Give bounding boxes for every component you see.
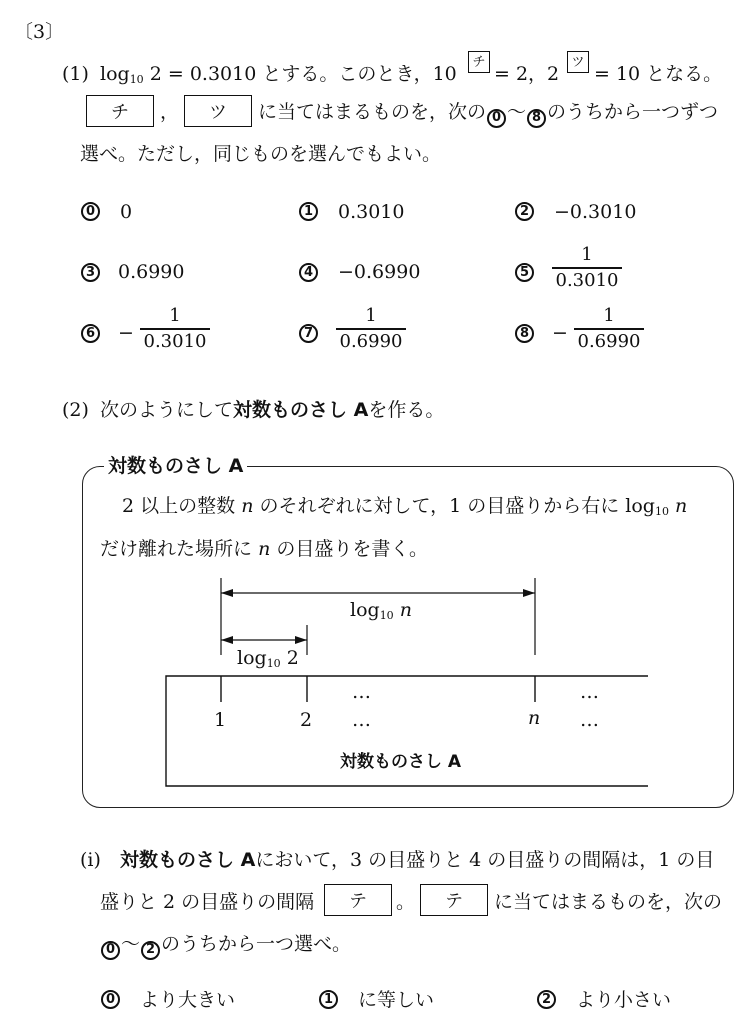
- qi-line-1-text: において，3 の目盛りと 4 の目盛りの間隔は，1 の目: [255, 849, 715, 871]
- log-text: log: [100, 63, 130, 85]
- circled-4-icon: 4: [299, 263, 318, 282]
- denominator: 0.3010: [555, 269, 619, 291]
- circled-8-icon: 8: [515, 324, 534, 343]
- ellipsis-bottom-mid: …: [352, 709, 371, 731]
- circled-3-icon: 3: [81, 263, 100, 282]
- line-1-end: = 10 となる。: [594, 63, 723, 85]
- circled-8-icon: 8: [527, 109, 546, 128]
- tick-label-n: n: [528, 707, 541, 729]
- line-1-mid: = 2，2: [494, 63, 560, 85]
- var-n: n: [675, 495, 688, 517]
- panel-line-2-a: だけ離れた場所に: [100, 538, 253, 560]
- circled-0-icon: 0: [101, 990, 120, 1009]
- panel-line-1-b: のそれぞれに対して，1 の目盛りから右に log: [259, 495, 655, 517]
- denominator: 0.3010: [143, 330, 207, 352]
- numerator: 1: [581, 244, 593, 265]
- numerator: 1: [365, 305, 377, 326]
- log-arg: 2: [286, 647, 299, 669]
- var-n: n: [241, 495, 254, 517]
- panel-title: 対数ものさし A: [104, 454, 247, 478]
- qi-choice-0-text: より大きい: [140, 989, 236, 1011]
- question-1-line-3: 選べ。ただし，同じものを選んでもよい。: [80, 143, 442, 165]
- circled-0-icon: 0: [81, 202, 100, 221]
- circled-2-icon: 2: [141, 941, 160, 960]
- numerator: 1: [603, 305, 615, 326]
- arrowhead-long-right: [523, 589, 535, 597]
- sub-question-i-line-2b: 。: [396, 891, 416, 913]
- answer-box-te-2[interactable]: テ: [420, 884, 488, 916]
- circled-1-icon: 1: [319, 990, 338, 1009]
- circled-0-icon: 0: [487, 109, 506, 128]
- line-1-text: 2 = 0.3010 とする。このとき，10: [149, 63, 457, 85]
- separator-comma: ，: [160, 101, 180, 123]
- dimension-label-short: [237, 646, 299, 676]
- log-base: 10: [266, 657, 281, 670]
- sub-question-i-number: (i): [80, 849, 101, 871]
- arrowhead-short-right: [295, 636, 307, 644]
- var-n: n: [258, 538, 271, 560]
- qi-bold-term: 対数ものさし A: [120, 849, 256, 871]
- minus-sign: −: [552, 322, 568, 344]
- circled-2-icon: 2: [515, 202, 534, 221]
- minus-sign: −: [118, 322, 134, 344]
- ellipsis-top-mid: …: [352, 681, 371, 703]
- answer-box-te[interactable]: テ: [324, 884, 392, 916]
- panel-line-1-a: 2 以上の整数: [122, 495, 236, 517]
- choice-4-text: −0.6990: [338, 261, 421, 283]
- sub-question-i-line-2c: に当てはまるものを，次の: [494, 891, 723, 913]
- small-box-chi: チ: [468, 51, 490, 73]
- choice-2-text: −0.3010: [554, 201, 637, 223]
- circled-5-icon: 5: [515, 263, 534, 282]
- log-base: 10: [654, 505, 669, 518]
- line-2-end: のうちから一つずつ: [547, 101, 719, 123]
- ruler-label: 対数ものさし A: [340, 752, 462, 772]
- choice-1-text: 0.3010: [338, 201, 405, 223]
- log-text: log: [237, 647, 267, 669]
- tick-label-2: 2: [300, 709, 313, 731]
- circled-6-icon: 6: [81, 324, 100, 343]
- q2-text-b: を作る。: [368, 399, 445, 421]
- answer-box-tsu[interactable]: ツ: [184, 95, 252, 127]
- question-1-number: (1): [62, 63, 89, 85]
- choice-3-text: 0.6990: [118, 261, 185, 283]
- tilde: 〜: [121, 933, 141, 955]
- circled-2-icon: 2: [537, 990, 556, 1009]
- section-number: 〔3〕: [14, 21, 65, 43]
- line-2-text: に当てはまるものを，次の: [258, 101, 487, 123]
- arrowhead-long-left: [221, 589, 233, 597]
- q2-text-a: 次のようにして: [100, 399, 234, 421]
- qi-line-3-text: のうちから一つ選べ。: [161, 933, 352, 955]
- ellipsis-top-right: …: [580, 681, 599, 703]
- sub-question-i-line-3: [100, 932, 351, 960]
- denominator: 0.6990: [339, 330, 403, 352]
- log-base: 10: [129, 73, 144, 86]
- numerator: 1: [169, 305, 181, 326]
- ellipsis-bottom-right: …: [580, 709, 599, 731]
- tick-label-1: 1: [214, 709, 227, 731]
- qi-choice-2-text: より小さい: [576, 989, 672, 1011]
- circled-1-icon: 1: [299, 202, 318, 221]
- small-box-tsu: ツ: [567, 51, 589, 73]
- var-n: n: [399, 599, 412, 621]
- question-2-number: (2): [62, 399, 89, 421]
- choice-0-text: 0: [120, 201, 133, 223]
- denominator: 0.6990: [577, 330, 641, 352]
- answer-box-chi[interactable]: チ: [86, 95, 154, 127]
- circled-7-icon: 7: [299, 324, 318, 343]
- sub-question-i-line-2a: 盛りと 2 の目盛りの間隔: [100, 891, 315, 913]
- log-text: log: [350, 599, 380, 621]
- circled-0-icon: 0: [101, 941, 120, 960]
- panel-line-2-b: の目盛りを書く。: [276, 538, 428, 560]
- qi-choice-1-text: に等しい: [358, 989, 435, 1011]
- tilde: 〜: [507, 101, 527, 123]
- sub-question-i-line-1: [120, 848, 714, 872]
- q2-bold-term: 対数ものさし A: [233, 399, 369, 421]
- log-base: 10: [379, 609, 394, 622]
- arrowhead-short-left: [221, 636, 233, 644]
- dimension-label-long: [350, 598, 412, 628]
